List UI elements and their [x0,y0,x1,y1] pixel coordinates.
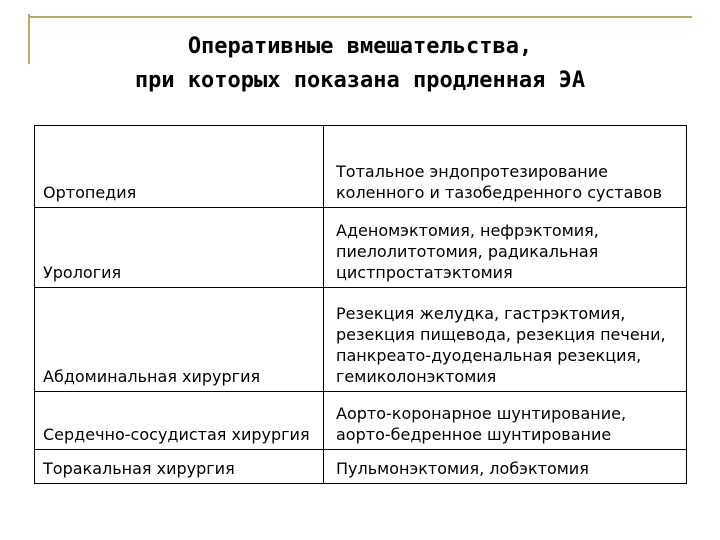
table-row [35,450,687,484]
specialty-cell: Торакальная хирургия [35,450,324,484]
operations-cell: Аденомэктомия, нефрэктомия, пиелолитотомия, радикальная цистпростатэктомия [324,208,687,288]
decorative-vertical-line [28,14,30,64]
specialty-cell: Урология [35,208,324,288]
operations-cell: Тотальное эндопротезирование коленного и тазобедренного суставов [324,126,687,208]
operations-cell: Резекция желудка, гастрэктомия, резекция пищевода, резекция печени, панкреато-дуоденальная резекция, гемиколонэктомия [324,288,687,392]
table-row [35,126,687,208]
slide-title [40,30,680,98]
specialty-cell: Ортопедия [35,126,324,208]
operations-cell: Аорто-коронарное шунтирование, аорто-бедренное шунтирование [324,392,687,450]
table-row [35,208,687,288]
specialty-cell: Абдоминальная хирургия [35,288,324,392]
table-row [35,288,687,392]
procedures-table [34,125,687,484]
title-line-1: Оперативные вмешательства, [187,34,533,59]
specialty-cell: Сердечно-сосудистая хирургия [35,392,324,450]
operations-cell: Пульмонэктомия, лобэктомия [324,450,687,484]
table-row [35,392,687,450]
decorative-horizontal-line [28,16,692,18]
title-line-2: при которых показана продленная ЭА [134,68,586,93]
